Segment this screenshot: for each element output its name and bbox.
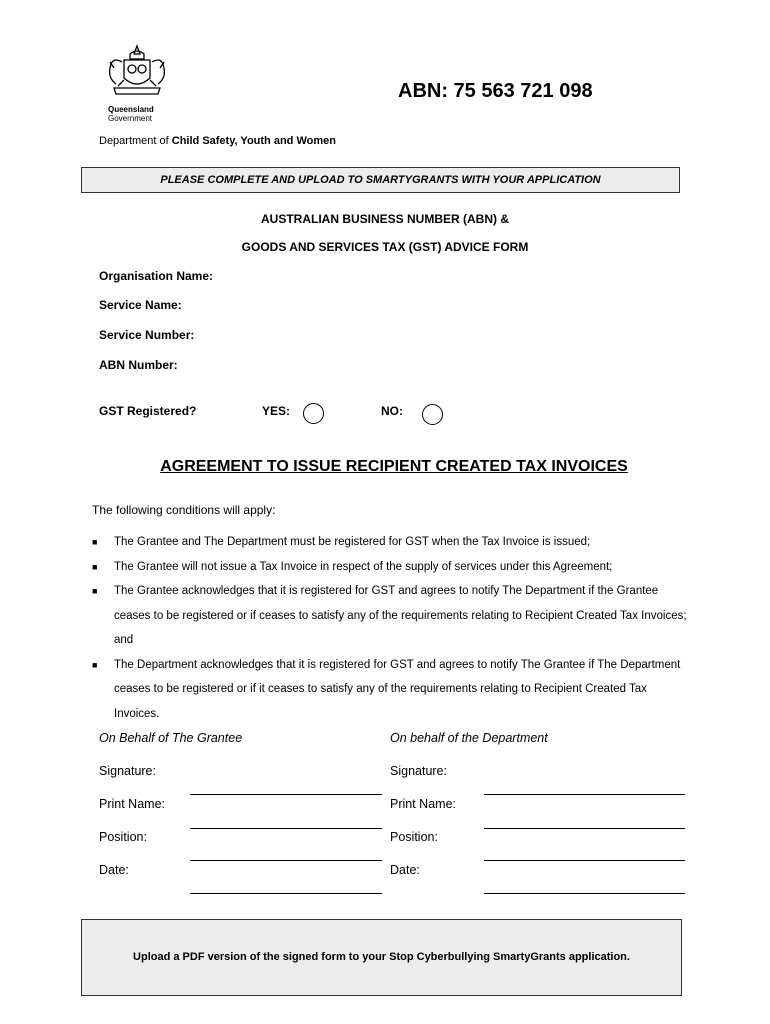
upload-instruction-box — [81, 919, 682, 996]
grantee-position-line[interactable] — [190, 860, 382, 861]
bullet-icon: ■ — [92, 537, 98, 547]
grantee-print-name-line[interactable] — [190, 828, 382, 829]
grantee-date-label: Date: — [99, 863, 129, 877]
list-item — [92, 653, 692, 727]
form-title-line1: AUSTRALIAN BUSINESS NUMBER (ABN) & — [261, 212, 509, 226]
logo-text-queensland: Queensland — [108, 105, 154, 114]
bullet-icon: ■ — [92, 561, 98, 572]
agreement-title: AGREEMENT TO ISSUE RECIPIENT CREATED TAX INVOICES — [160, 458, 628, 475]
conditions-intro: The following conditions will apply: — [92, 503, 276, 517]
logo-text-government: Government — [108, 114, 153, 123]
department-date-label: Date: — [390, 863, 420, 877]
grantee-signature-line[interactable] — [190, 794, 382, 795]
gst-registered-label: GST Registered? — [99, 404, 197, 418]
list-item — [92, 555, 692, 580]
list-item — [92, 530, 692, 555]
bullet-icon: ■ — [92, 659, 98, 670]
abn-heading: ABN: 75 563 721 098 — [398, 80, 593, 102]
department-line — [99, 135, 336, 147]
service-number-label: Service Number: — [99, 328, 195, 342]
department-heading: On behalf of the Department — [390, 731, 548, 745]
condition-text: The Department acknowledges that it is registered for GST and agrees to notify The Grantee if The Department ceases to be registered or if it ceases to satisfy any of the requirements relating to Recipient Created Tax Invoices. — [114, 658, 681, 720]
gst-no-label: NO: — [381, 404, 403, 418]
department-date-line[interactable] — [484, 893, 685, 894]
gst-yes-radio[interactable] — [303, 403, 324, 424]
service-name-label: Service Name: — [99, 298, 182, 312]
queensland-government-logo — [102, 42, 172, 122]
department-position-line[interactable] — [484, 860, 685, 861]
department-print-name-label: Print Name: — [390, 797, 456, 811]
organisation-name-label: Organisation Name: — [99, 269, 214, 283]
department-position-label: Position: — [390, 830, 438, 844]
condition-text: The Grantee and The Department must be registered for GST when the Tax Invoice is issued; — [114, 536, 591, 548]
department-signature-label: Signature: — [390, 764, 447, 778]
upload-instruction-text: Upload a PDF version of the signed form to your Stop Cyberbullying SmartyGrants application. — [133, 951, 630, 963]
grantee-position-label: Position: — [99, 830, 147, 844]
grantee-date-line[interactable] — [190, 893, 382, 894]
completion-notice-box: PLEASE COMPLETE AND UPLOAD TO SMARTYGRANTS WITH YOUR APPLICATION — [81, 167, 680, 193]
coat-of-arms-icon — [102, 42, 172, 100]
grantee-print-name-label: Print Name: — [99, 797, 165, 811]
condition-text: The Grantee will not issue a Tax Invoice in respect of the supply of services under this Agreement; — [114, 560, 613, 573]
list-item — [92, 579, 692, 653]
department-name: Child Safety, Youth and Women — [171, 135, 336, 147]
department-print-name-line[interactable] — [484, 828, 685, 829]
form-title-line2: GOODS AND SERVICES TAX (GST) ADVICE FORM — [241, 240, 529, 254]
conditions-list — [92, 530, 692, 726]
condition-text: The Grantee acknowledges that it is registered for GST and agrees to notify The Department if the Grantee ceases to be registered or if ceases to satisfy any of the requirements relating to Recipient Created Tax Invoices; and — [114, 585, 687, 646]
department-signature-line[interactable] — [484, 794, 685, 795]
grantee-signature-label: Signature: — [99, 764, 156, 778]
bullet-icon: ■ — [92, 586, 98, 596]
grantee-heading: On Behalf of The Grantee — [99, 731, 243, 745]
gst-no-radio[interactable] — [422, 404, 443, 425]
department-prefix: Department of — [99, 135, 172, 147]
abn-number-label: ABN Number: — [99, 358, 178, 372]
gst-yes-label: YES: — [262, 404, 291, 418]
